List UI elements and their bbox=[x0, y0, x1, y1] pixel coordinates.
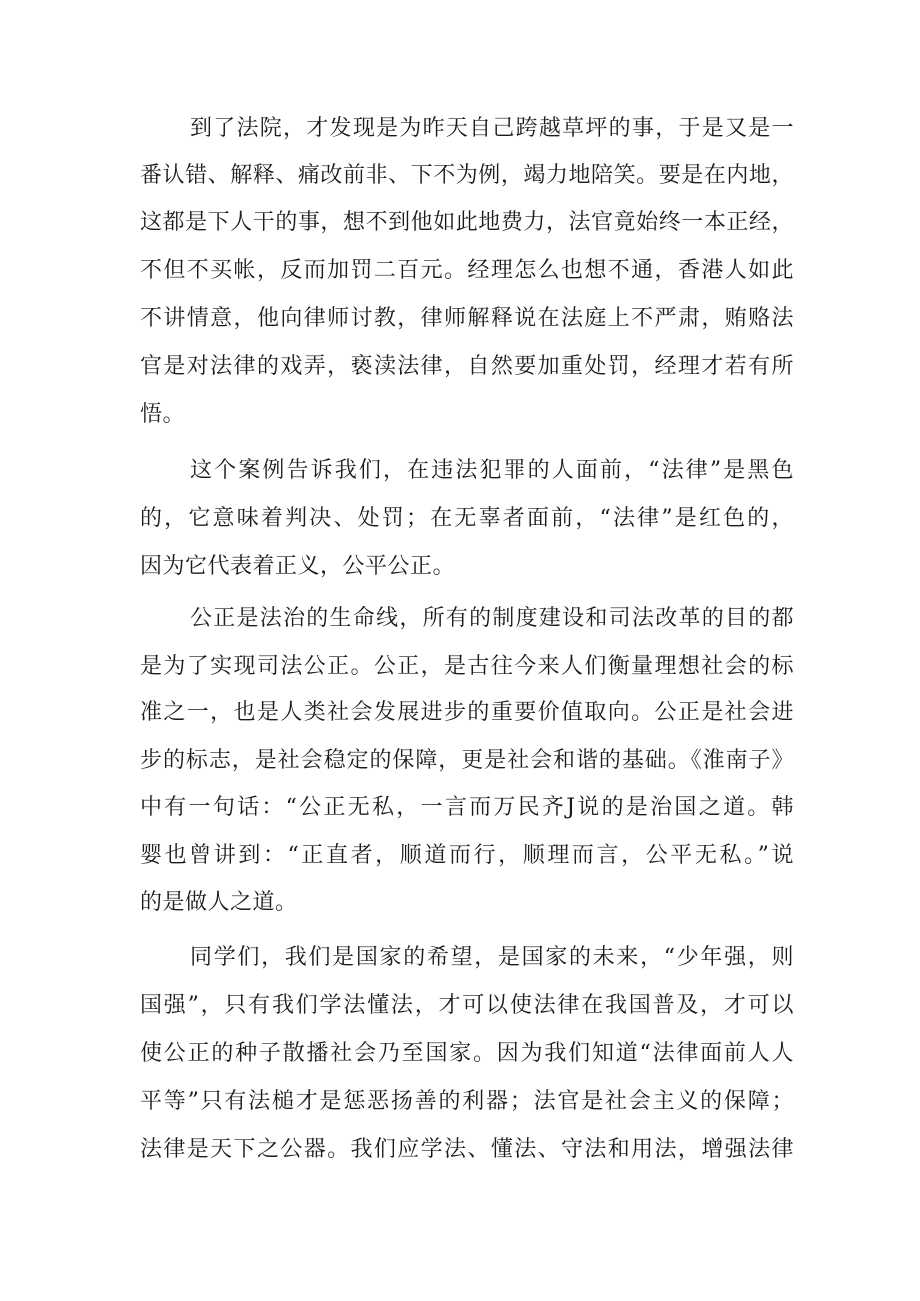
paragraph-3-line-3: 准之一，也是人类社会发展进步的重要价值取向。公正是社会进 bbox=[140, 700, 794, 725]
paragraph-2-line-2: 的，它意味着判决、处罚；在无辜者面前，“法律”是红色的， bbox=[140, 506, 794, 531]
paragraph-3-line-1: 公正是法治的生命线，所有的制度建设和司法改革的目的都 bbox=[190, 606, 794, 631]
paragraph-1-line-1: 到了法院，才发现是为昨天自己跨越草坪的事，于是又是一 bbox=[190, 116, 794, 141]
paragraph-4-line-4: 平等”只有法槌才是惩恶扬善的利器；法官是社会主义的保障； bbox=[140, 1089, 794, 1114]
paragraph-4-line-1: 同学们，我们是国家的希望，是国家的未来，“少年强，则 bbox=[190, 945, 794, 970]
paragraph-1-line-6: 官是对法律的戏弄，亵渎法律，自然要加重处罚，经理才若有所 bbox=[140, 354, 794, 379]
paragraph-1-line-3: 这都是下人干的事，想不到他如此地费力，法官竟始终一本正经， bbox=[140, 210, 794, 235]
paragraph-4-line-2: 国强”，只有我们学法懂法，才可以使法律在我国普及，才可以 bbox=[140, 993, 794, 1018]
paragraph-1-line-5: 不讲情意，他向律师讨教，律师解释说在法庭上不严肃，贿赂法 bbox=[140, 306, 794, 331]
paragraph-3-line-7: 的是做人之道。 bbox=[140, 890, 298, 915]
paragraph-1-line-4: 不但不买帐，反而加罚二百元。经理怎么也想不通，香港人如此 bbox=[140, 258, 794, 283]
paragraph-3-line-6: 婴也曾讲到：“正直者，顺道而行，顺理而言，公平无私。”说 bbox=[140, 843, 794, 868]
paragraph-2-line-3: 因为它代表着正义，公平公正。 bbox=[140, 554, 456, 579]
paragraph-3-line-4: 步的标志，是社会稳定的保障，更是社会和谐的基础。《淮南子》 bbox=[140, 748, 794, 773]
paragraph-3-line-2: 是为了实现司法公正。公正，是古往今来人们衡量理想社会的标 bbox=[140, 654, 794, 679]
paragraph-1-line-7: 悟。 bbox=[140, 402, 186, 427]
paragraph-3-line-5: 中有一句话：“公正无私，一言而万民齐J说的是治国之道。韩 bbox=[140, 795, 794, 820]
paragraph-4-line-3: 使公正的种子散播社会乃至国家。因为我们知道“法律面前人人 bbox=[140, 1041, 794, 1066]
paragraph-4-line-5: 法律是天下之公器。我们应学法、懂法、守法和用法，增强法律 bbox=[140, 1137, 794, 1162]
paragraph-2-line-1: 这个案例告诉我们，在违法犯罪的人面前，“法律”是黑色 bbox=[190, 458, 794, 483]
paragraph-1-line-2: 番认错、解释、痛改前非、下不为例，竭力地陪笑。要是在内地， bbox=[140, 163, 794, 188]
